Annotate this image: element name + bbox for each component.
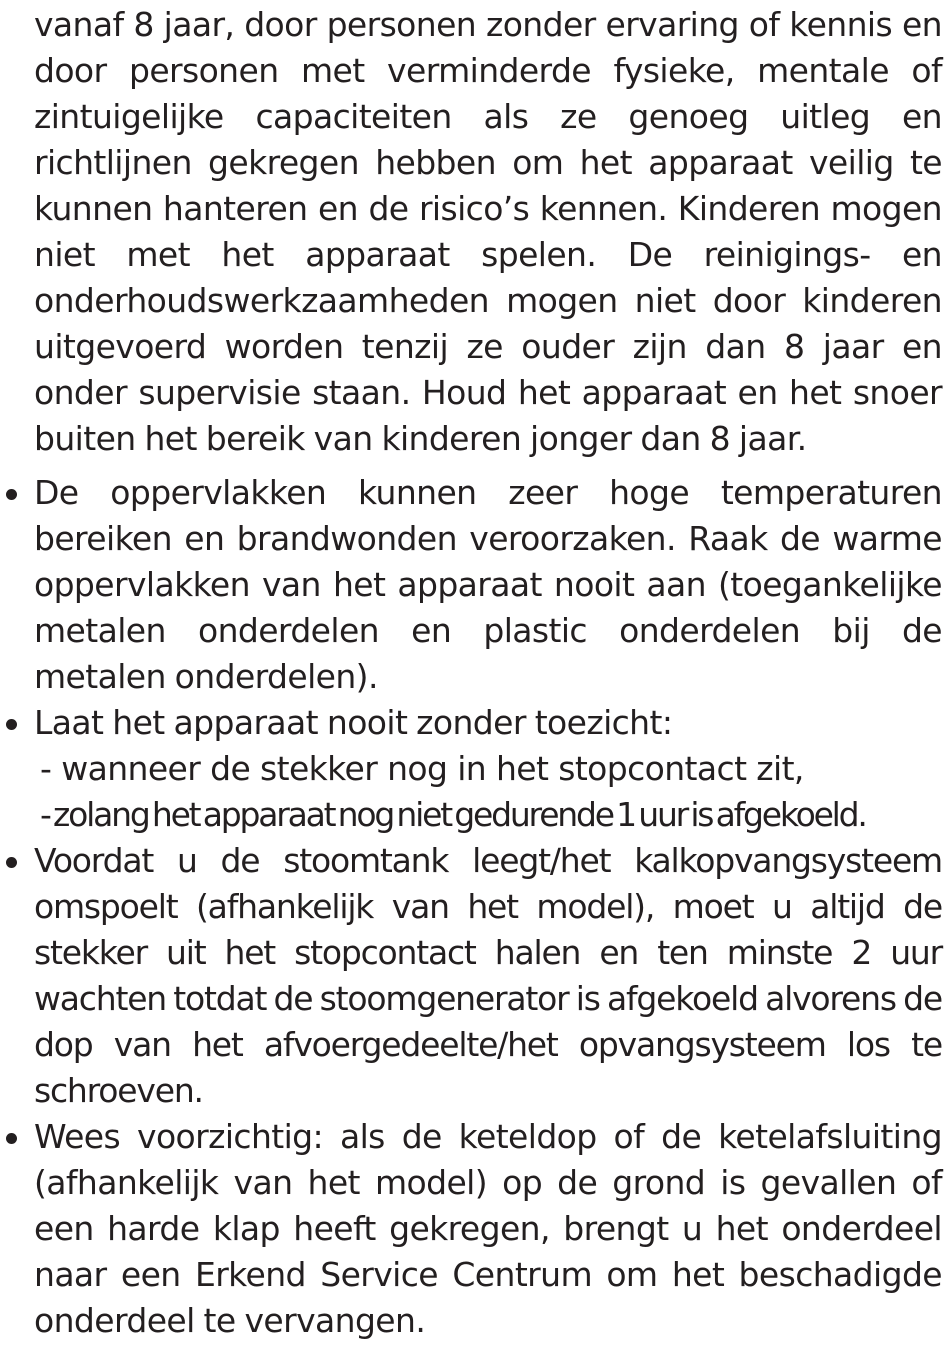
- bullet-paragraph-steam-tank: Voordat u de stoomtank leegt/het kalkopvangsysteem omspoelt (afhankelijk van het model), moet u altijd de stekker uit het stopcontact halen en ten minste 2 uur wachten totdat de stoomgenerator is afgekoeld alvorens de dop van het afvoergedeelte/het opvangsysteem los te schroeven.: [34, 841, 942, 1110]
- bullet-dot-icon: [6, 719, 17, 730]
- intro-paragraph: vanaf 8 jaar, door personen zonder ervaring of kennis en door personen met verminderde fysieke, mentale of zintuigelijke capaciteiten als ze genoeg uitleg en richtlijnen gekregen hebben om het apparaat veilig te kunnen hanteren en de risico’s kennen. Kinderen mogen niet met het apparaat spelen. De reinigings- en onderhoudswerkzaamheden mogen niet door kinderen uitgevoerd worden tenzij ze ouder zijn dan 8 jaar en onder supervisie staan. Houd het apparaat en het snoer buiten het bereik van kinderen jonger dan 8 jaar.: [34, 5, 942, 458]
- subitem-cooling-down: - zolang het apparaat nog niet gedurende 1 uur is afgekoeld.: [40, 795, 866, 834]
- bullet-dot-icon: [6, 857, 17, 868]
- bullet-paragraph-supervision: Laat het apparaat nooit zonder toezicht:: [34, 703, 673, 742]
- bullet-paragraph-boiler-cap: Wees voorzichtig: als de keteldop of de ketelafsluiting (afhankelijk van het model) op de grond is gevallen of een harde klap heeft gekregen, brengt u het onderdeel naar een Erkend Service Centrum om het beschadigde onderdeel te vervangen.: [34, 1117, 942, 1340]
- subitem-plugged-in: - wanneer de stekker nog in het stopcontact zit,: [40, 749, 804, 788]
- bullet-paragraph-surfaces: De oppervlakken kunnen zeer hoge temperaturen bereiken en brandwonden veroorzaken. Raak de warme oppervlakken van het apparaat nooit aan (toegankelijke metalen onderdelen en plastic onderdelen bij de metalen onderdelen).: [34, 473, 942, 696]
- bullet-dot-icon: [6, 489, 17, 500]
- bullet-dot-icon: [6, 1133, 17, 1144]
